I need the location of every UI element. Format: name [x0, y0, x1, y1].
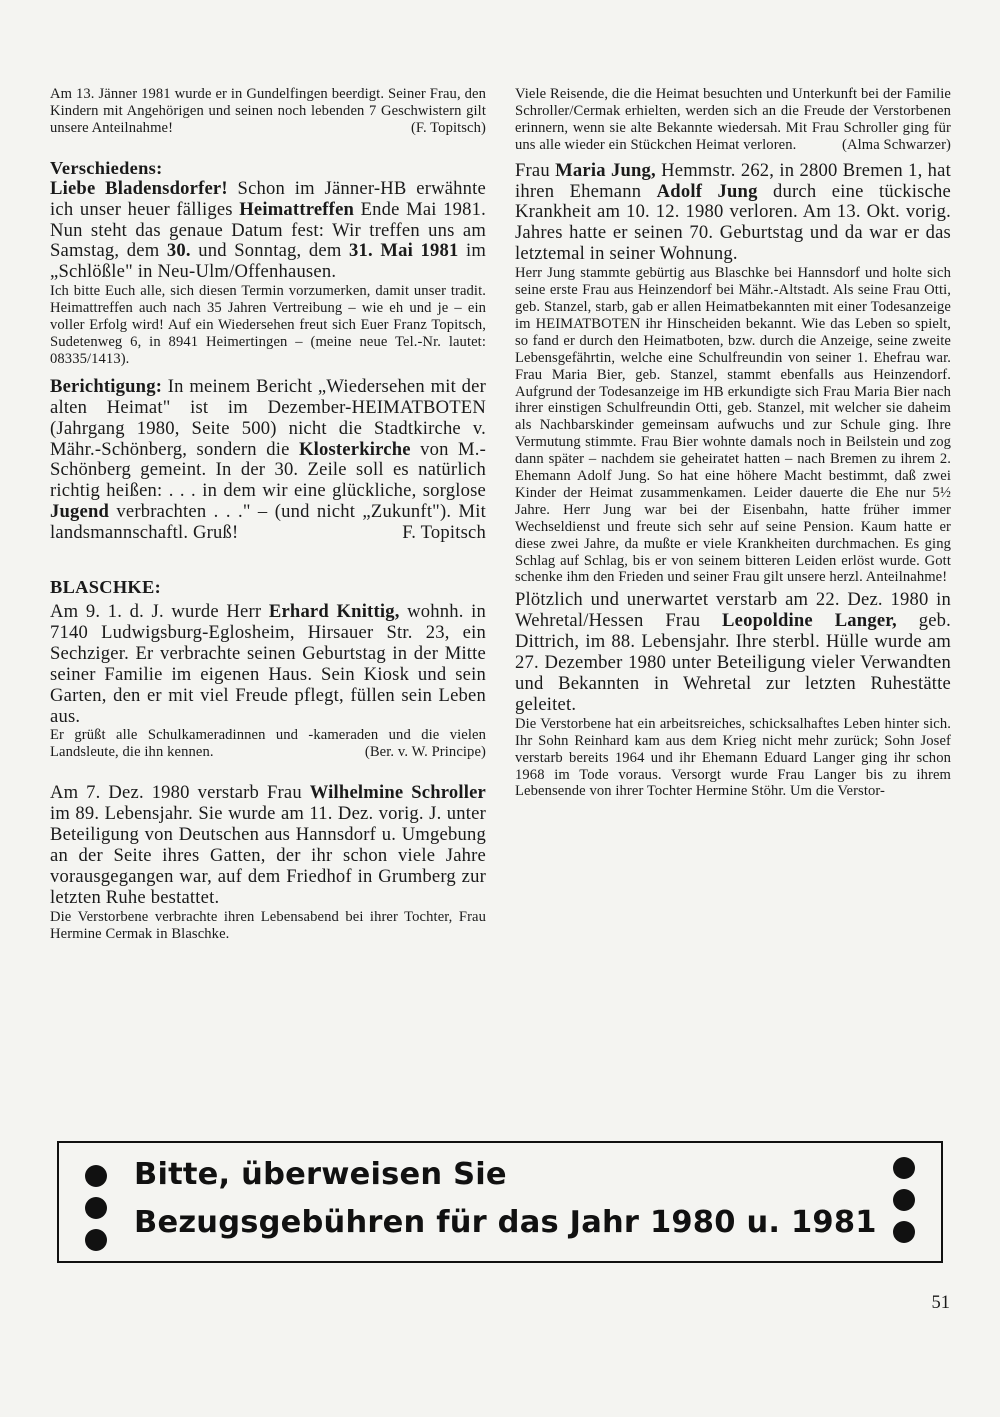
section-heading-blaschke: BLASCHKE: [50, 577, 162, 598]
page-number: 51 [931, 1293, 950, 1313]
article-heimattreffen: Liebe Bladensdorfer! Schon im Jänner-HB erwähnte ich unser heuer fälliges Heimattreffen Ende Mai 1981. Nun steht das genaue Datum fest: Wir treffen uns am Samstag, dem 30. und Sonntag, dem 31. Mai 1981 im „Schlößle" in Neu-Ulm/Offenhausen. [50, 177, 487, 283]
article-gundelfingen: Am 13. Jänner 1981 wurde er in Gundelfingen beerdigt. Seiner Frau, den Kindern mit Angehörigen und seinen noch lebenden 7 Geschwistern gilt unsere Anteilnahme! (F. Topitsch) [50, 86, 486, 136]
left-column [50, 86, 486, 943]
section-heading-verschiedens: Verschiedens: [50, 157, 163, 178]
signature: F. Topitsch [402, 522, 486, 544]
signature: (Alma Schwarzer) [842, 136, 951, 153]
bullet-icon [893, 1157, 915, 1179]
signature: (Ber. v. W. Principe) [364, 744, 486, 761]
article-knittig-greeting: Er grüßt alle Schulkameradinnen und -kameraden und die vielen Landsleute, die ihn kennen. (Ber. v. W. Principe) [50, 727, 486, 761]
article-berichtigung: Berichtigung: In meinem Bericht „Wiedersehen mit der alten Heimat" ist im Dezember-HEIMATBOTEN (Jahrgang 1980, Seite 500) nicht die Stadtkirche v. Mähr.-Schönberg, sondern die Klosterkirche von M.-Schönberg gemeint. In der 30. Zeile soll es natürlich richtig heißen: . . . in dem wir eine glückliche, sorglose Jugend verbrachten . . ." – (und nicht „Zukunft"). Mit landsmannschaftl. Gruß! F. Topitsch [50, 375, 486, 544]
payment-reminder-box [57, 1141, 943, 1263]
article-jung-details: Herr Jung stammte gebürtig aus Blaschke bei Hannsdorf und holte sich seine erste Frau aus Heinzendorf bei Mähr.-Altstadt. Als seine Frau Otti, geb. Stanzel, starb, gab er allen Heimatbekannten mit einer Todesanzeige im HEIMATBOTEN ihr Hinscheiden bekannt. Wie das Leben so spielt, so fand er durch den Heimatboten, bzw. durch die Anzeige, seine zweite Lebensgefährtin, welche eine Schulfreundin von seiner 1. Ehefrau war. Frau Maria Bier, geb. Stanzel, stammt ebenfalls aus Heinzendorf. Aufgrund der Todesanzeige im HB erkundigte sich Frau Maria Bier nach ihrer einstigen Schulfreundin Otti, geb. Stanzel, mit welcher sie daheim als Nachbarskinder gemeinsam aufwuchs und zur Schule ging. Ihre Vermutung stimmte. Frau Bier wohnte damals noch in Beilstein und zog dann später – nachdem sie geheiratet hatten – nach Bremen zu ihrem 2. Ehemann Adolf Jung. So hat eine höhere Macht bestimmt, daß zwei Kinder der Heimat zusammenkamen. Leider dauerte die Ehe nur 5½ Jahre. Herr Jung war bei der Eisenbahn, hatte früher immer Wechseldienst und freute sich sehr auf seine Pension. Kaum hatte er diese zwei Jahre, da mußte er viele Krankheiten durchmachen. Es ging Schlag auf Schlag, bis er von seinem bitteren Leiden erlöst wurde. Gott schenke ihm den Frieden und seiner Frau gilt unsere herzl. Anteilnahme! [515, 265, 951, 586]
article-jung: Frau Maria Jung, Hemmstr. 262, in 2800 Bremen 1, hat ihren Ehemann Adolf Jung durch eine tückische Krankheit am 10. 12. 1980 verloren. Am 13. Okt. vorig. Jahres hatte er seinen 70. Geburtstag und da war er das letztemal in seiner Wohnung. [515, 159, 951, 265]
ad-line-2: Bezugsgebühren für das Jahr 1980 u. 1981 [134, 1205, 877, 1240]
article-heimattreffen-details: Ich bitte Euch alle, sich diesen Termin vorzumerken, damit unser tradit. Heimattreffen auch nach 35 Jahren Vertreibung – wie eh und je – ein voller Erfolg wird! Auf ein Wiedersehen freut sich Euer Franz Topitsch, Sudetenweg 6, in 8941 Heimertingen – (meine neue Tel.-Nr. lautet: 08335/1413). [50, 283, 486, 367]
article-langer: Plötzlich und unerwartet verstarb am 22. Dez. 1980 in Wehretal/Hessen Frau Leopoldine Langer, geb. Dittrich, im 88. Lebensjahr. Ihre sterbl. Hülle wurde am 27. Dezember 1980 unter Beteiligung vieler Verwandten und Bekannten in Wehretal zur letzten Ruhestätte geleitet. [515, 589, 951, 715]
article-schroller: Am 7. Dez. 1980 verstarb Frau Wilhelmine Schroller im 89. Lebensjahr. Sie wurde am 11. Dez. vorig. J. unter Beteiligung von Deutschen aus Hannsdorf u. Umgebung an der Seite ihres Gatten, der ihr schon viele Jahre vorausgegangen war, auf dem Friedhof in Grumberg zur letzten Ruhe bestattet. [50, 782, 486, 908]
bullet-icon [85, 1229, 107, 1251]
article-schroller-details: Die Verstorbene verbrachte ihren Lebensabend bei ihrer Tochter, Frau Hermine Cermak in Blaschke. [50, 908, 486, 942]
bullet-icon [893, 1189, 915, 1211]
article-knittig: Am 9. 1. d. J. wurde Herr Erhard Knittig, wohnh. in 7140 Ludwigsburg-Eglosheim, Hirsauer Str. 23, ein Sechziger. Er verbrachte seinen Geburtstag in der Mitte seiner Familie im eigenen Haus. Sein Kiosk und sein Garten, den er mit viel Freude pflegt, füllen sein Leben aus. [50, 601, 487, 727]
ad-line-1: Bitte, überweisen Sie [134, 1157, 507, 1192]
signature: (F. Topitsch) [410, 119, 486, 136]
article-schroller-continued: Viele Reisende, die die Heimat besuchten und Unterkunft bei der Familie Schroller/Cermak erhielten, werden sich an die Freude der Verstorbenen erinnern, wenn sie alte Bekannte wiedersah. Mit Frau Schroller ging für uns alle wieder ein Stückchen Heimat verloren. (Alma Schwarzer) [515, 86, 951, 153]
right-column [515, 86, 951, 800]
article-langer-details: Die Verstorbene hat ein arbeitsreiches, schicksalhaftes Leben hinter sich. Ihr Sohn Reinhard kam aus dem Krieg nicht mehr zurück; Sohn Josef verstarb bereits 1964 und ihr Ehemann Eduard Langer ging ihr schon 1968 im Tode voraus. Versorgt wurde Frau Langer bis zu ihrem Lebensende von ihrer Tochter Hermine Stöhr. Um die Verstor- [515, 715, 951, 800]
bullet-icon [85, 1197, 107, 1219]
bullet-icon [85, 1165, 107, 1187]
bullet-icon [893, 1221, 915, 1243]
